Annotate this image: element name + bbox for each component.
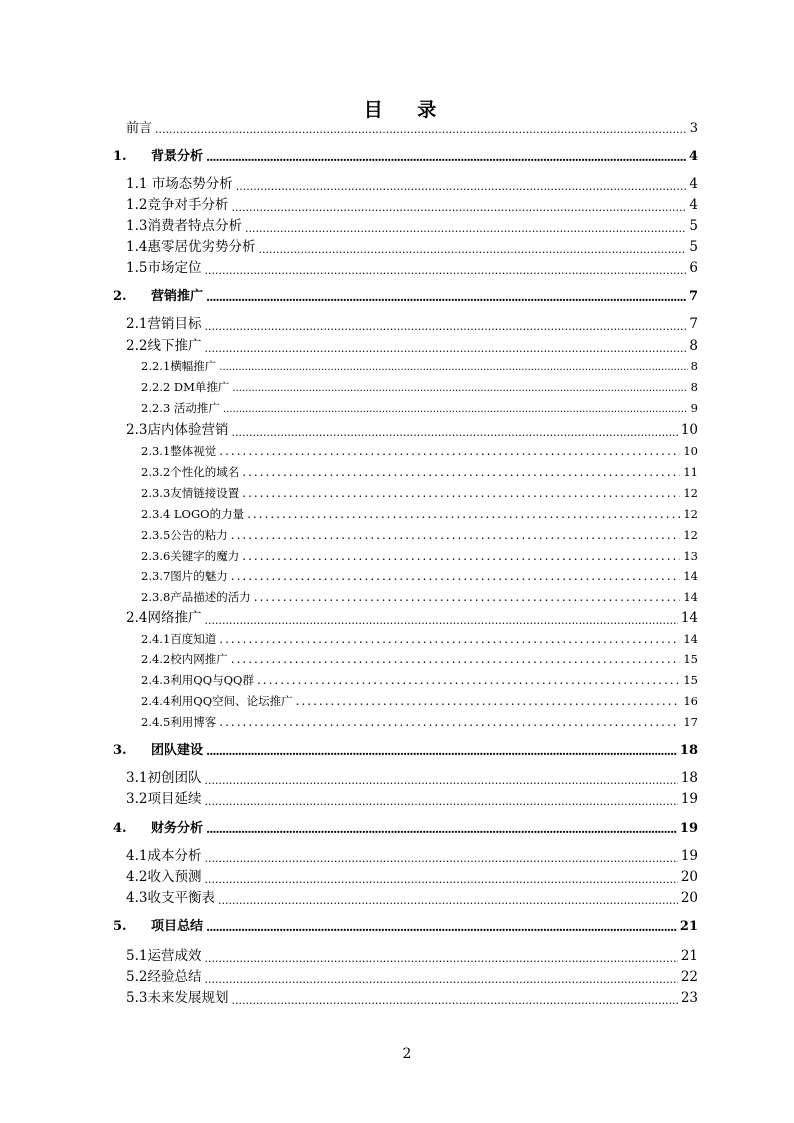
- toc-entry-label: [126, 892, 215, 906]
- toc-entry[interactable]: [126, 992, 698, 1006]
- toc-dot-leader: [296, 695, 681, 707]
- toc-entry-text: 2.4网络推广: [126, 610, 202, 626]
- toc-entry[interactable]: [141, 403, 698, 415]
- toc-entry[interactable]: [141, 382, 698, 394]
- toc-page-number: 11: [683, 464, 698, 479]
- toc-dot-leader: [204, 265, 686, 276]
- toc-page-number: 9: [690, 401, 698, 415]
- toc-dot-leader: [247, 508, 680, 520]
- toc-entry-label: [141, 403, 220, 415]
- toc-entry[interactable]: [141, 695, 698, 707]
- toc-entry[interactable]: [141, 487, 698, 499]
- toc-dot-leader: [204, 853, 677, 864]
- toc-page-number: 10: [680, 422, 698, 438]
- toc-dot-leader: [206, 921, 677, 933]
- toc-dot-leader: [223, 405, 688, 415]
- toc-entry-label: [126, 122, 152, 135]
- toc-entry[interactable]: [126, 950, 698, 964]
- toc-entry-label: [141, 506, 245, 521]
- toc-entry-text: 2.3.2个性化的域名: [141, 464, 240, 479]
- toc-entry-label: [141, 651, 228, 666]
- toc-entry[interactable]: [141, 633, 698, 645]
- toc-entry-label: [141, 672, 254, 687]
- toc-entry-text: 3.2项目延续: [126, 791, 202, 807]
- toc-entry-text: 2.3.7图片的魅力: [141, 568, 228, 583]
- toc-entry[interactable]: [141, 529, 698, 541]
- toc-entry-text: 2.3.3友情链接设置: [141, 485, 240, 500]
- toc-entry-text: 项目总结: [151, 919, 204, 934]
- toc-entry-text: 4.1成本分析: [126, 848, 202, 864]
- toc-entry-text: 2.3店内体验营销: [126, 422, 229, 438]
- toc-entry-label: [113, 150, 203, 163]
- toc-entry-label: [141, 382, 229, 394]
- toc-section-number: 4.: [113, 821, 127, 836]
- toc-page-number: 12: [683, 527, 698, 542]
- toc-entry-label: [141, 464, 240, 479]
- toc-entry-label: [141, 548, 240, 563]
- toc-dot-leader: [236, 181, 687, 192]
- toc-entry-text: 5.3未来发展规划: [126, 990, 229, 1006]
- toc-entry[interactable]: [126, 850, 698, 864]
- toc-entry-text: 2.4.3利用QQ与QQ群: [141, 672, 254, 687]
- toc-entry-label: [113, 920, 203, 933]
- toc-entry[interactable]: [126, 971, 698, 985]
- toc-entry-label: [126, 178, 233, 192]
- toc-section-number: 3.: [113, 743, 127, 758]
- toc-entry-text: 1.5市场定位: [126, 260, 202, 276]
- toc-entry[interactable]: [126, 199, 698, 213]
- toc-entry[interactable]: [126, 612, 698, 626]
- toc-entry-label: [126, 199, 228, 213]
- toc-page-number: 5: [689, 218, 698, 234]
- toc-entry[interactable]: [113, 744, 698, 757]
- toc-entry-label: [126, 850, 201, 864]
- toc-page-number: 7: [689, 316, 698, 332]
- toc-entry-text: 团队建设: [151, 743, 204, 758]
- toc-page-number: 23: [680, 990, 698, 1006]
- toc-entry-text: 5.1运营成效: [126, 948, 202, 964]
- toc-entry-label: [113, 290, 203, 303]
- toc-dot-leader: [231, 653, 681, 665]
- toc-page-number: 13: [683, 548, 698, 563]
- toc-entry-text: 1.4惠零居优劣势分析: [126, 239, 256, 255]
- toc-entry-label: [141, 443, 217, 458]
- toc-entry[interactable]: [141, 591, 698, 603]
- toc-dot-leader: [204, 953, 677, 964]
- toc-entry[interactable]: [141, 361, 698, 373]
- toc-dot-leader: [219, 445, 680, 457]
- toc-entry-text: 1.1 市场态势分析: [126, 176, 233, 192]
- toc-entry[interactable]: [126, 424, 698, 438]
- toc-dot-leader: [242, 466, 680, 478]
- toc-dot-leader: [204, 615, 677, 626]
- toc-page-number: 12: [683, 506, 698, 521]
- toc-entry-text: 2.3.5公告的粘力: [141, 527, 228, 542]
- toc-dot-leader: [231, 529, 681, 541]
- toc-dot-leader: [204, 321, 686, 332]
- toc-page-number: 18: [679, 743, 698, 758]
- toc-entry[interactable]: [126, 318, 698, 332]
- toc-dot-leader: [204, 775, 677, 786]
- toc-page-number: 14: [683, 631, 698, 646]
- toc-entry-label: [113, 822, 203, 835]
- toc-entry-label: [141, 361, 216, 373]
- toc-entry[interactable]: [126, 772, 698, 786]
- toc-dot-leader: [218, 895, 678, 906]
- toc-entry-text: 2.3.6关键字的魔力: [141, 548, 240, 563]
- toc-page-number: 21: [680, 948, 698, 964]
- toc-dot-leader: [219, 633, 680, 645]
- toc-dot-leader: [219, 363, 687, 373]
- toc-entry[interactable]: [126, 220, 698, 234]
- toc-page-number: 20: [680, 890, 698, 906]
- toc-dot-leader: [204, 974, 677, 985]
- toc-page-number: 5: [689, 239, 698, 255]
- toc-entry[interactable]: [126, 241, 698, 255]
- toc-entry[interactable]: [126, 122, 698, 135]
- toc-entry-label: [141, 714, 217, 729]
- toc-entry-text: 2.4.5利用博客: [141, 714, 217, 729]
- toc-dot-leader: [206, 745, 677, 757]
- toc-entry-label: [126, 262, 201, 276]
- toc-title: 目 录: [363, 99, 451, 121]
- toc-page-number: 7: [688, 289, 698, 304]
- toc-page-number: 19: [680, 848, 698, 864]
- toc-entry[interactable]: [126, 178, 698, 192]
- toc-entry-label: [141, 568, 228, 583]
- toc-entry[interactable]: [113, 290, 698, 303]
- toc-entry-text: 4.3收支平衡表: [126, 890, 215, 906]
- toc-entry[interactable]: [126, 892, 698, 906]
- toc-dot-leader: [219, 716, 680, 728]
- toc-section-number: 5.: [113, 919, 127, 934]
- toc-entry-label: [126, 241, 255, 255]
- toc-section-number: 2.: [113, 289, 127, 304]
- toc-entry-label: [126, 220, 242, 234]
- toc-entry[interactable]: [126, 793, 698, 807]
- toc-page-number: 14: [680, 610, 698, 626]
- toc-entry-label: [126, 772, 201, 786]
- toc-page-number: 20: [680, 869, 698, 885]
- toc-entry-label: [126, 340, 201, 354]
- toc-entry-label: [126, 424, 228, 438]
- toc-entry-text: 财务分析: [151, 821, 204, 836]
- toc-page-number: 19: [680, 791, 698, 807]
- toc-page-number: 8: [690, 359, 698, 373]
- toc-dot-leader: [258, 244, 686, 255]
- toc-entry[interactable]: [141, 570, 698, 582]
- toc-entry-label: [126, 992, 228, 1006]
- toc-page-number: 8: [689, 338, 698, 354]
- toc-entry-text: 营销推广: [151, 289, 204, 304]
- toc-dot-leader: [242, 550, 680, 562]
- toc-entry-text: 1.2竞争对手分析: [126, 197, 229, 213]
- toc-entry[interactable]: [141, 653, 698, 665]
- toc-dot-leader: [245, 223, 686, 234]
- toc-page-number: 4: [689, 176, 698, 192]
- toc-page-number: 14: [683, 568, 698, 583]
- toc-page-number: 21: [679, 919, 698, 934]
- toc-dot-leader: [155, 124, 687, 135]
- toc-entry[interactable]: [113, 920, 698, 933]
- toc-entry-label: [141, 485, 240, 500]
- toc-entry-text: 2.2.1横幅推广: [141, 359, 217, 373]
- toc-page-number: 12: [683, 485, 698, 500]
- toc-entry-text: 3.1初创团队: [126, 770, 202, 786]
- toc-section-number: 1.: [113, 149, 127, 164]
- toc-entry[interactable]: [113, 822, 698, 835]
- toc-page-number: 17: [683, 714, 698, 729]
- toc-entry-label: [126, 871, 201, 885]
- toc-page-number: 19: [679, 821, 698, 836]
- toc-dot-leader: [231, 427, 677, 438]
- toc-dot-leader: [204, 343, 686, 354]
- toc-entry-label: [141, 527, 228, 542]
- toc-entry-text: 2.3.8产品描述的活力: [141, 589, 251, 604]
- toc-page-number: 4: [688, 149, 698, 164]
- toc-dot-leader: [206, 151, 686, 163]
- toc-entry-text: 4.2收入预测: [126, 869, 202, 885]
- toc-dot-leader: [254, 591, 681, 603]
- toc-entry-text: 2.3.1整体视觉: [141, 443, 217, 458]
- toc-entry-text: 2.3.4 LOGO的力量: [141, 506, 245, 521]
- toc-entry-text: 前言: [126, 121, 153, 136]
- toc-page-number: 8: [690, 380, 698, 394]
- toc-entry[interactable]: [141, 445, 698, 457]
- toc-page-number: 15: [683, 672, 698, 687]
- toc-dot-leader: [231, 570, 681, 582]
- toc-page-number: 10: [683, 443, 698, 458]
- toc-page-number: 3: [689, 121, 698, 136]
- toc-entry-text: 背景分析: [151, 149, 204, 164]
- toc-entry[interactable]: [141, 550, 698, 562]
- toc-entry[interactable]: [126, 262, 698, 276]
- toc-entry[interactable]: [126, 340, 698, 354]
- toc-dot-leader: [206, 823, 677, 835]
- toc-dot-leader: [232, 384, 687, 394]
- toc-entry-text: 2.2线下推广: [126, 338, 202, 354]
- toc-dot-leader: [231, 202, 686, 213]
- toc-entry[interactable]: [141, 466, 698, 478]
- toc-entry-label: [126, 950, 201, 964]
- toc-page-number: 6: [689, 260, 698, 276]
- toc-entry[interactable]: [141, 716, 698, 728]
- toc-entry-label: [113, 744, 203, 757]
- toc-dot-leader: [206, 291, 686, 303]
- toc-entry-label: [141, 631, 217, 646]
- toc-entry-text: 2.2.2 DM单推广: [141, 380, 230, 394]
- toc-page-number: 15: [683, 651, 698, 666]
- toc-dot-leader: [257, 674, 680, 686]
- toc-dot-leader: [204, 796, 677, 807]
- toc-page-number: 14: [683, 589, 698, 604]
- toc-dot-leader: [242, 487, 680, 499]
- toc-entry-text: 2.2.3 活动推广: [141, 401, 220, 415]
- toc-page-number: 4: [689, 197, 698, 213]
- toc-entry-label: [126, 612, 201, 626]
- toc-entry-text: 1.3消费者特点分析: [126, 218, 242, 234]
- toc-entry-label: [126, 793, 201, 807]
- toc-entry-text: 2.4.2校内网推广: [141, 651, 228, 666]
- toc-page-number: 16: [683, 693, 698, 708]
- toc-entry[interactable]: [141, 674, 698, 686]
- toc-entry-label: [141, 589, 251, 604]
- toc-entry-text: 2.1营销目标: [126, 316, 202, 332]
- toc-entry-label: [126, 318, 201, 332]
- toc-entry-label: [141, 693, 293, 708]
- toc-entry-text: 2.4.4利用QQ空间、论坛推广: [141, 693, 293, 708]
- toc-page-number: 18: [680, 770, 698, 786]
- toc-entry-text: 2.4.1百度知道: [141, 631, 217, 646]
- page-number: 2: [402, 1046, 412, 1062]
- toc-dot-leader: [231, 995, 677, 1006]
- toc-entry-label: [126, 971, 201, 985]
- toc-dot-leader: [204, 874, 677, 885]
- toc-entry[interactable]: [113, 150, 698, 163]
- toc-entry[interactable]: [141, 508, 698, 520]
- toc-page-number: 22: [680, 969, 698, 985]
- toc-entry-text: 5.2经验总结: [126, 969, 202, 985]
- toc-entry[interactable]: [126, 871, 698, 885]
